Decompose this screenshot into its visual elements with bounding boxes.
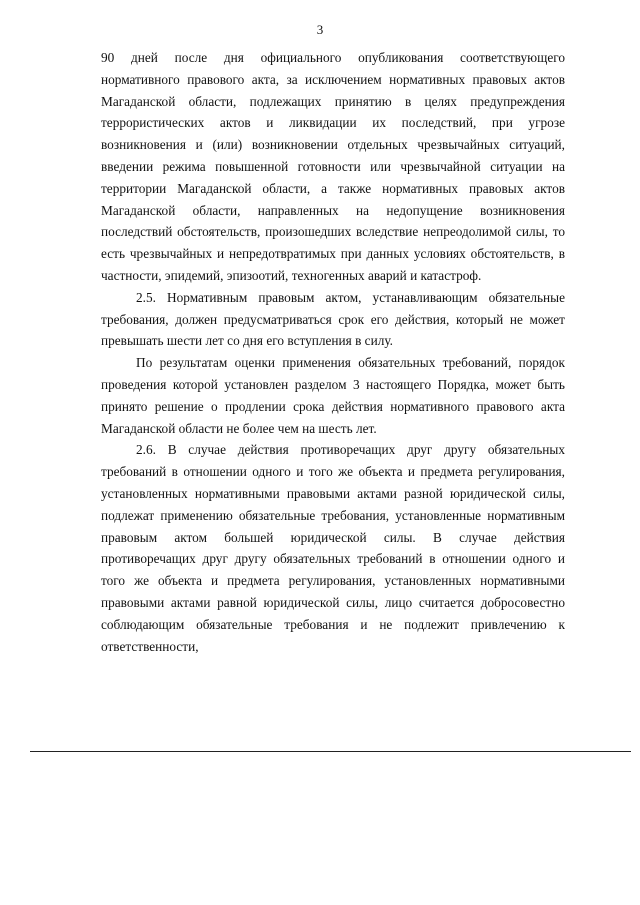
paragraph-2-5: 2.5. Нормативным правовым актом, устанавливающим обязательные требования, должен предусматриваться срок его действия, который не может превышать шести лет со дня его вступления в силу.	[101, 289, 565, 349]
page-number: 3	[316, 22, 324, 37]
paragraph-2-6: 2.6. В случае действия противоречащих друг другу обязательных требований в отношении одного и того же объекта и предмета регулирования, установленных нормативными правовыми актами разной юридической силы, подлежат применению обязательные требования, установленные нормативным правовым актом большей юридической силы. В случае действия противоречащих друг другу обязательных требований в отношении одного и того же объекта и предмета регулирования, установленных нормативными правовыми актами равной юридической силы, лицо считается добросовестно соблюдающим обязательные требования и не подлежит привлечению к ответственности,	[101, 442, 565, 654]
footer-divider	[30, 751, 631, 752]
document-body	[101, 47, 565, 657]
paragraph-continuation: 90 дней после дня официального опубликования соответствующего нормативного правового акта, за исключением нормативных правовых актов Магаданской области, подлежащих принятию в целях предупреждения террористических актов и ликвидации их последствий, при угрозе возникновения и (или) возникновении отдельных чрезвычайных ситуаций, введении режима повышенной готовности или чрезвычайной ситуации на территории Магаданской области, а также нормативных правовых актов Магаданской области, направленных на недопущение возникновения последствий обстоятельств, произошедших вследствие непреодолимой силы, то есть чрезвычайных и непредотвратимых при данных условиях обстоятельств, в частности, эпидемий, эпизоотий, техногенных аварий и катастроф.	[101, 50, 565, 283]
paragraph-extension: По результатам оценки применения обязательных требований, порядок проведения которой установлен разделом 3 настоящего Порядка, может быть принято решение о продлении срока действия нормативного правового акта Магаданской области не более чем на шесть лет.	[101, 355, 565, 436]
